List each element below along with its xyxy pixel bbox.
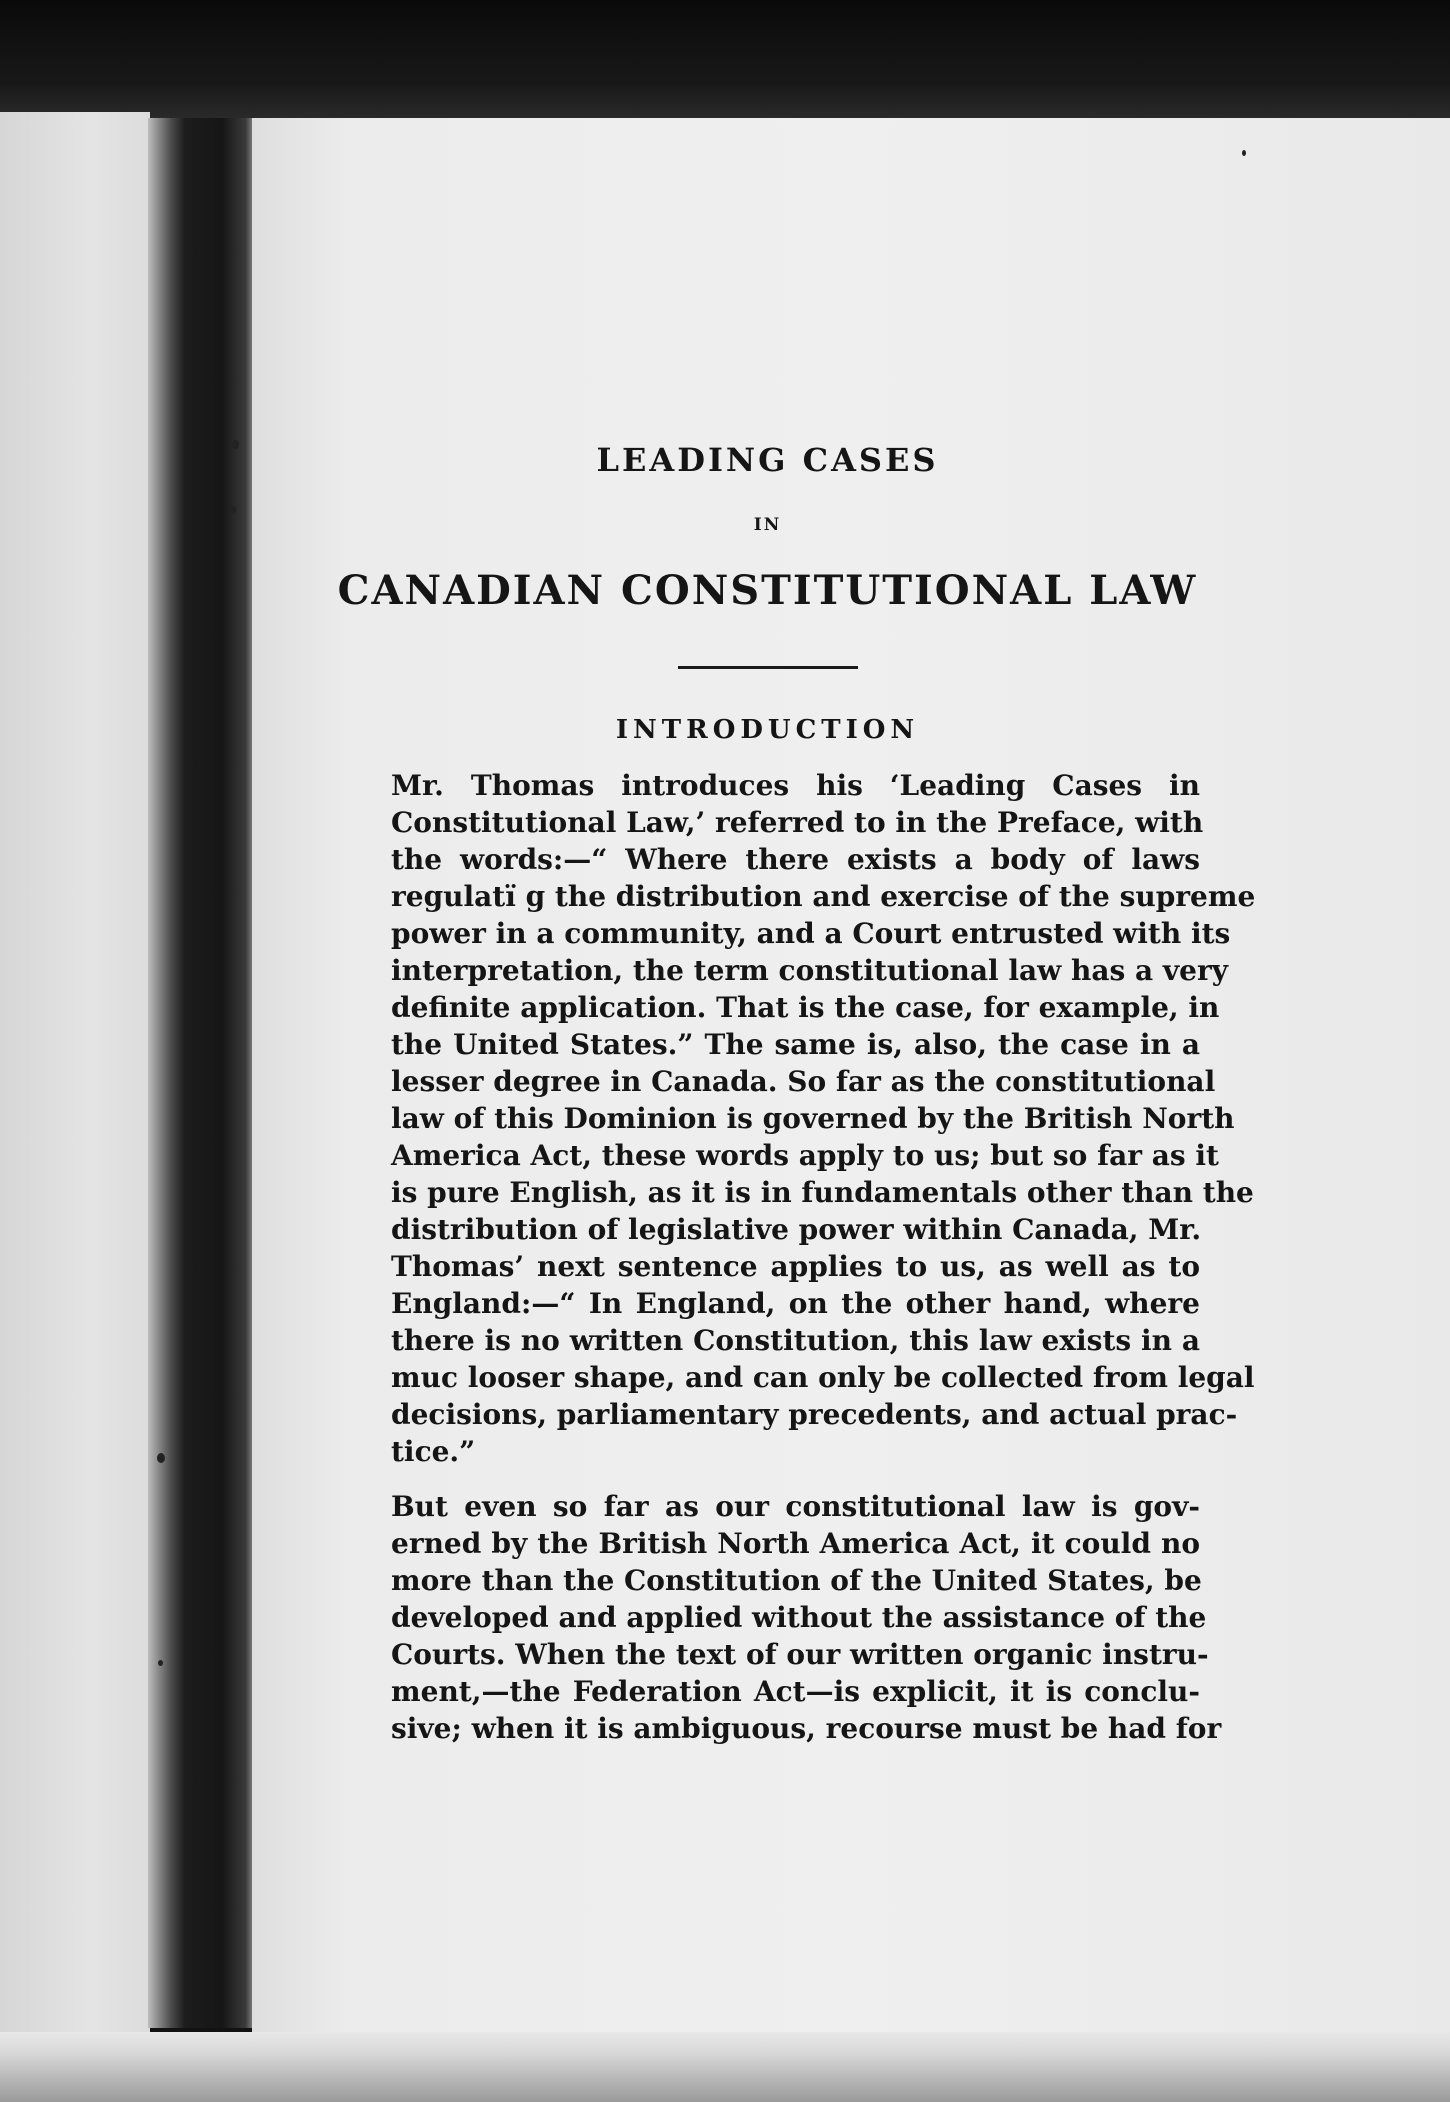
text-line: America Act, these words apply to us; but so far as it: [391, 1139, 1219, 1172]
paragraph-1: [335, 767, 1256, 1470]
scan-speck: [230, 506, 236, 513]
scan-speck: [1242, 150, 1246, 156]
book-title-in: IN: [753, 515, 782, 535]
text-line: tice.”: [391, 1435, 476, 1468]
book-title-top: LEADING CASES: [596, 441, 939, 479]
text-line: But even so far as our constitutional law is gov-: [391, 1490, 1200, 1523]
paragraph-2: [335, 1488, 1222, 1747]
text-line: more than the Constitution of the United States, be: [391, 1564, 1202, 1597]
text-line: ment,—the Federation Act—is explicit, it is conclu-: [391, 1675, 1200, 1708]
scan-top-margin: [0, 0, 1450, 118]
text-line: there is no written Constitution, this law exists in a: [391, 1324, 1200, 1357]
text-line: Constitutional Law,’ referred to in the Preface, with: [391, 806, 1204, 839]
book-gutter: [148, 118, 254, 2028]
book-title-main: CANADIAN CONSTITUTIONAL LAW: [337, 567, 1198, 614]
text-line: lesser degree in Canada. So far as the constitutional: [391, 1065, 1216, 1098]
text-line: power in a community, and a Court entrusted with its: [391, 917, 1231, 950]
text-line: developed and applied without the assistance of the: [391, 1601, 1207, 1634]
text-line: the United States.” The same is, also, the case in a: [391, 1028, 1200, 1061]
scan-speck: [232, 440, 239, 449]
text-line: England:—“ In England, on the other hand, where: [391, 1287, 1200, 1320]
scan-speck: [158, 1660, 163, 1666]
text-line: distribution of legislative power within Canada, Mr.: [391, 1213, 1202, 1246]
text-line: erned by the British North America Act, it could no: [391, 1527, 1200, 1560]
scan-bottom-margin: [0, 2032, 1450, 2102]
page-text: [335, 440, 1256, 1747]
title-rule: [678, 666, 858, 669]
text-line: definite application. That is the case, for example, in: [391, 991, 1220, 1024]
text-line: law of this Dominion is governed by the British North: [391, 1102, 1235, 1135]
text-line: Courts. When the text of our written organic instru-: [391, 1638, 1209, 1671]
text-line: Thomas’ next sentence applies to us, as well as to: [391, 1250, 1200, 1283]
text-line: is pure English, as it is in fundamentals other than the: [391, 1176, 1254, 1209]
text-line: Mr. Thomas introduces his ‘Leading Cases in: [391, 769, 1200, 802]
text-line: interpretation, the term constitutional law has a very: [391, 954, 1229, 987]
section-heading: INTRODUCTION: [615, 715, 920, 745]
scan-speck: [157, 1453, 165, 1463]
left-facing-page: [0, 112, 150, 2037]
text-line: decisions, parliamentary precedents, and actual prac-: [391, 1398, 1238, 1431]
text-line: muc looser shape, and can only be collected from legal: [391, 1361, 1255, 1394]
text-line: the words:—“ Where there exists a body of laws: [391, 843, 1200, 876]
text-line: regulatï g the distribution and exercise of the supreme: [391, 880, 1256, 913]
text-line: sive; when it is ambiguous, recourse must be had for: [391, 1712, 1222, 1745]
